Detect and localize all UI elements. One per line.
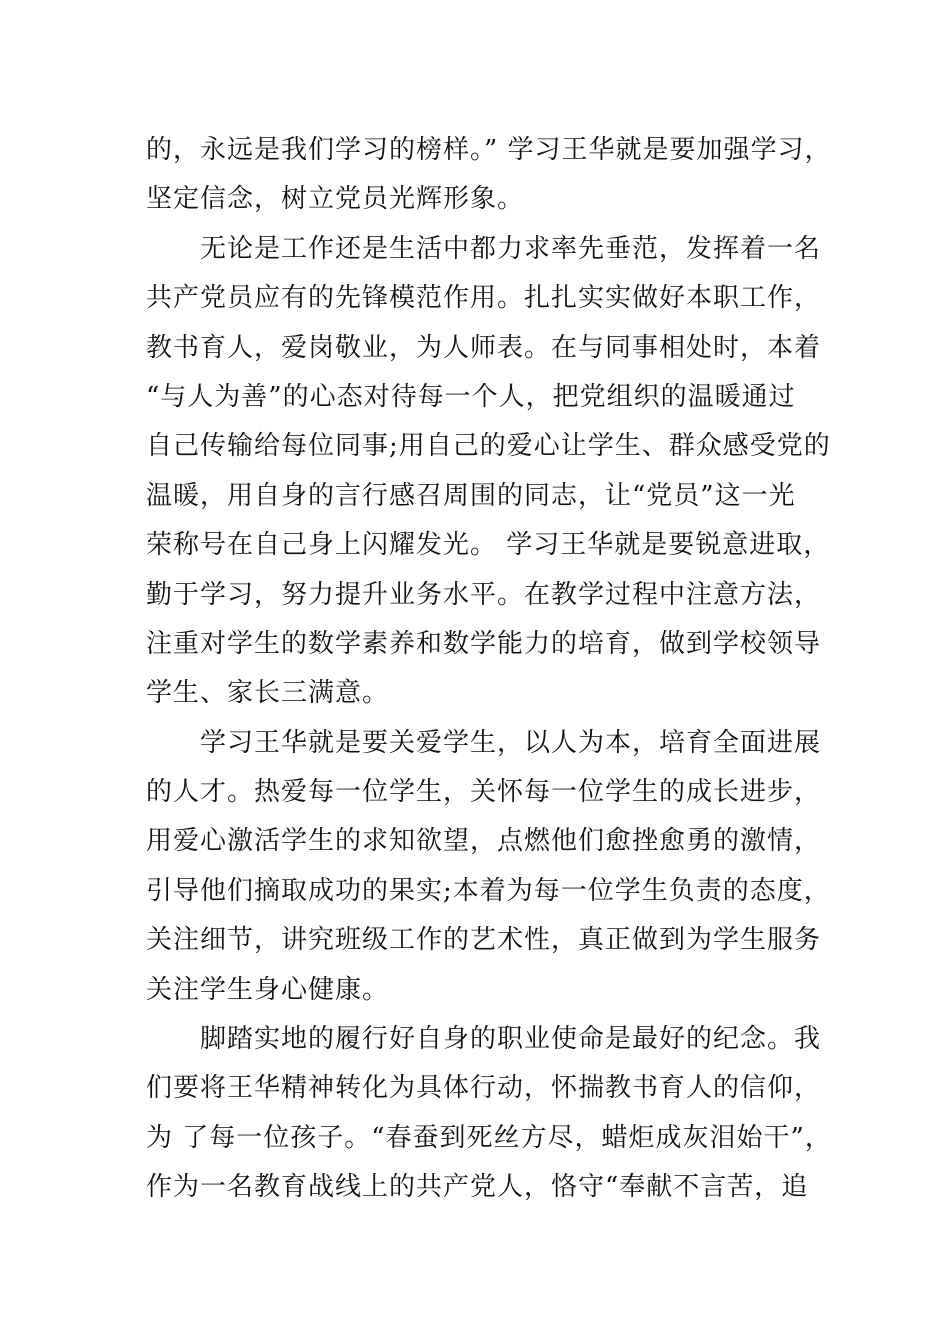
body-text <box>146 126 836 1213</box>
text-line: 用爱心激活学生的求知欲望，点燃他们愈挫愈勇的激情， <box>146 826 822 857</box>
text-line: 荣称号在自己身上闪耀发光。 学习王华就是要锐意进取， <box>146 530 831 561</box>
text-line: 的，永远是我们学习的榜样。” 学习王华就是要加强学习， <box>146 135 832 165</box>
text-line: 自己传输给每位同事;用自己的爱心让学生、群众感受党的 <box>146 431 831 462</box>
paragraph-first-line: 脚踏实地的履行好自身的职业使命是最好的纪念。我 <box>200 1024 822 1055</box>
text-line: 勤于学习，努力提升业务水平。在教学过程中注意方法， <box>146 579 822 610</box>
text-line: 们要将王华精神转化为具体行动，怀揣教书育人的信仰， <box>146 1073 822 1104</box>
text-line: 注重对学生的数学素养和数学能力的培育，做到学校领导 <box>146 628 822 659</box>
text-line: 引导他们摘取成功的果实;本着为每一位学生负责的态度， <box>146 875 831 906</box>
text-line: 为 了每一位孩子。“春蚕到死丝方尽，蜡炬成灰泪始干”， <box>146 1122 832 1153</box>
paragraph-first-line: 无论是工作还是生活中都力求率先垂范，发挥着一名 <box>200 233 822 264</box>
text-line: 关注细节，讲究班级工作的艺术性，真正做到为学生服务 <box>146 925 822 956</box>
text-line: 关注学生身心健康。 <box>146 974 390 1005</box>
text-line: 作为一名教育战线上的共产党人，恪守“奉献不言苦，追 <box>146 1172 809 1203</box>
text-line: 共产党员应有的先锋模范作用。扎扎实实做好本职工作， <box>146 283 822 314</box>
text-line: 坚定信念，树立党员光辉形象。 <box>146 184 525 215</box>
text-line: 的人才。热爱每一位学生，关怀每一位学生的成长进步， <box>146 777 822 808</box>
paragraph-first-line: 学习王华就是要关爱学生，以人为本，培育全面进展 <box>200 727 822 758</box>
text-line: 学生、家长三满意。 <box>146 678 390 709</box>
text-line: 教书育人，爱岗敬业，为人师表。在与同事相处时，本着 <box>146 332 822 363</box>
text-line: 温暖，用自身的言行感召周围的同志，让“党员”这一光 <box>146 480 796 511</box>
text-line: “与人为善”的心态对待每一个人，把党组织的温暖通过 <box>146 381 796 412</box>
